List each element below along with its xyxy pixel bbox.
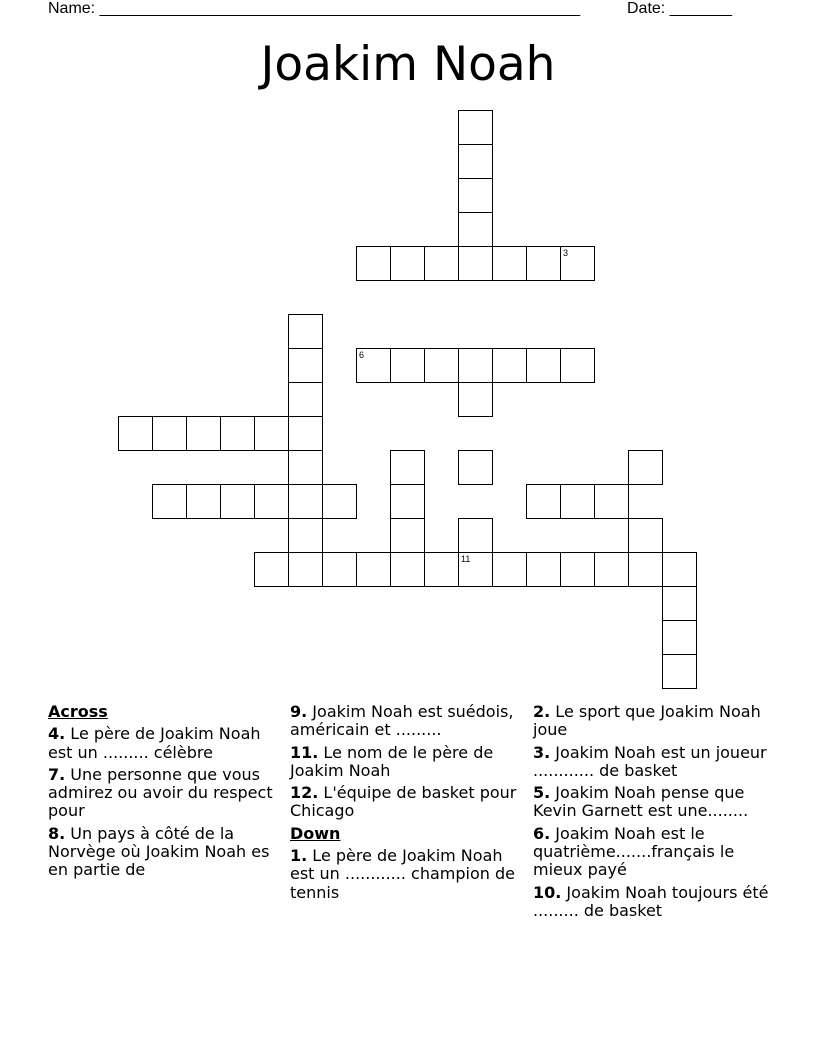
grid-cell[interactable] (118, 416, 153, 451)
clue-column-1 (48, 703, 278, 884)
clue-number: 5. (533, 783, 551, 803)
grid-cell[interactable] (288, 552, 323, 587)
grid-cell[interactable] (288, 484, 323, 519)
grid-cell[interactable] (220, 416, 255, 451)
clue-item (48, 766, 278, 821)
clue-text: Le père de Joakim Noah est un ............ champion de tennis (290, 846, 515, 902)
grid-cell[interactable] (458, 212, 493, 247)
grid-cell[interactable] (662, 552, 697, 587)
clue-item (533, 825, 769, 880)
clue-item (533, 703, 769, 740)
grid-cell[interactable] (390, 518, 425, 553)
grid-cell[interactable] (458, 144, 493, 179)
clue-number-label: 3 (563, 248, 569, 258)
grid-cell[interactable] (458, 518, 493, 553)
grid-cell[interactable] (356, 348, 391, 383)
clue-number: 2. (533, 702, 551, 721)
clue-item (533, 884, 769, 921)
grid-cell[interactable] (390, 348, 425, 383)
clue-item (290, 784, 520, 821)
grid-cell[interactable] (662, 620, 697, 655)
clue-column-3 (533, 703, 769, 924)
grid-cell[interactable] (288, 348, 323, 383)
grid-cell[interactable] (390, 246, 425, 281)
grid-cell[interactable] (288, 450, 323, 485)
clue-number: 9. (290, 702, 308, 721)
grid-cell[interactable] (186, 484, 221, 519)
across-heading: Across (48, 702, 108, 721)
clue-item (533, 784, 769, 821)
clue-text: Le père de Joakim Noah est un ......... célèbre (48, 724, 261, 762)
grid-cell[interactable] (492, 348, 527, 383)
grid-cell[interactable] (458, 348, 493, 383)
clue-item (48, 725, 278, 762)
grid-cell[interactable] (526, 552, 561, 587)
name-field-label: Name: ______________________________________________________ (48, 0, 581, 17)
grid-cell[interactable] (288, 416, 323, 451)
grid-cell[interactable] (356, 246, 391, 281)
grid-cell[interactable] (526, 348, 561, 383)
clue-number-label: 6 (359, 350, 365, 360)
clue-text: Joakim Noah pense que Kevin Garnett est une........ (533, 783, 749, 821)
grid-cell[interactable] (458, 450, 493, 485)
page-title: Joakim Noah (260, 37, 556, 92)
clue-number: 6. (533, 823, 551, 843)
grid-cell[interactable] (458, 552, 493, 587)
clue-text: Joakim Noah est suédois, américain et ......... (290, 702, 514, 740)
clue-text: L'équipe de basket pour Chicago (290, 783, 517, 821)
grid-cell[interactable] (594, 484, 629, 519)
grid-cell[interactable] (526, 246, 561, 281)
grid-cell[interactable] (526, 484, 561, 519)
down-heading: Down (290, 823, 341, 843)
clue-item (290, 703, 520, 740)
clue-text: Le sport que Joakim Noah joue (533, 702, 761, 740)
grid-cell[interactable] (152, 416, 187, 451)
clue-text: Joakim Noah toujours été ......... de basket (533, 882, 769, 920)
clue-number: 4. (48, 724, 66, 744)
grid-cell[interactable] (288, 314, 323, 349)
grid-cell[interactable] (390, 552, 425, 587)
clue-number: 1. (290, 846, 308, 866)
clue-number: 10. (533, 882, 562, 902)
grid-cell[interactable] (662, 586, 697, 621)
grid-cell[interactable] (492, 246, 527, 281)
grid-cell[interactable] (662, 654, 697, 689)
grid-cell[interactable] (424, 246, 459, 281)
grid-cell[interactable] (628, 552, 663, 587)
clue-text: Une personne que vous admirez ou avoir du respect pour (48, 764, 273, 821)
grid-cell[interactable] (390, 484, 425, 519)
grid-cell[interactable] (628, 518, 663, 553)
grid-cell[interactable] (424, 348, 459, 383)
clue-text: Un pays à côté de la Norvège où Joakim Noah es en partie de (48, 823, 270, 880)
grid-cell[interactable] (458, 110, 493, 145)
grid-cell[interactable] (492, 552, 527, 587)
grid-cell[interactable] (458, 178, 493, 213)
grid-cell[interactable] (594, 552, 629, 587)
grid-cell[interactable] (322, 484, 357, 519)
grid-cell[interactable] (186, 416, 221, 451)
grid-cell[interactable] (628, 450, 663, 485)
grid-cell[interactable] (288, 382, 323, 417)
grid-cell[interactable] (254, 416, 289, 451)
grid-cell[interactable] (390, 450, 425, 485)
grid-cell[interactable] (560, 552, 595, 587)
clue-number-label: 11 (461, 554, 471, 564)
grid-cell[interactable] (458, 382, 493, 417)
grid-cell[interactable] (560, 484, 595, 519)
grid-cell[interactable] (560, 348, 595, 383)
grid-cell[interactable] (458, 246, 493, 281)
clue-item (290, 847, 520, 902)
clue-number: 11. (290, 742, 319, 762)
grid-cell[interactable] (560, 246, 595, 281)
clue-text: Le nom de le père de Joakim Noah (290, 742, 494, 780)
clue-item (290, 744, 520, 781)
grid-cell[interactable] (322, 552, 357, 587)
clue-text: Joakim Noah est un joueur ............ de basket (533, 742, 767, 780)
grid-cell[interactable] (254, 484, 289, 519)
clue-item (533, 744, 769, 781)
clue-number: 8. (48, 823, 66, 843)
clue-column-2 (290, 703, 520, 906)
grid-cell[interactable] (152, 484, 187, 519)
grid-cell[interactable] (356, 552, 391, 587)
clue-number: 3. (533, 742, 551, 762)
date-field-label: Date: _______ (627, 0, 732, 17)
clue-item (48, 825, 278, 880)
grid-cell[interactable] (220, 484, 255, 519)
clue-number: 12. (290, 783, 319, 803)
clue-text: Joakim Noah est le quatrième.......français le mieux payé (533, 823, 735, 880)
clue-number: 7. (48, 764, 66, 784)
grid-cell[interactable] (424, 552, 459, 587)
grid-cell[interactable] (288, 518, 323, 553)
grid-cell[interactable] (254, 552, 289, 587)
